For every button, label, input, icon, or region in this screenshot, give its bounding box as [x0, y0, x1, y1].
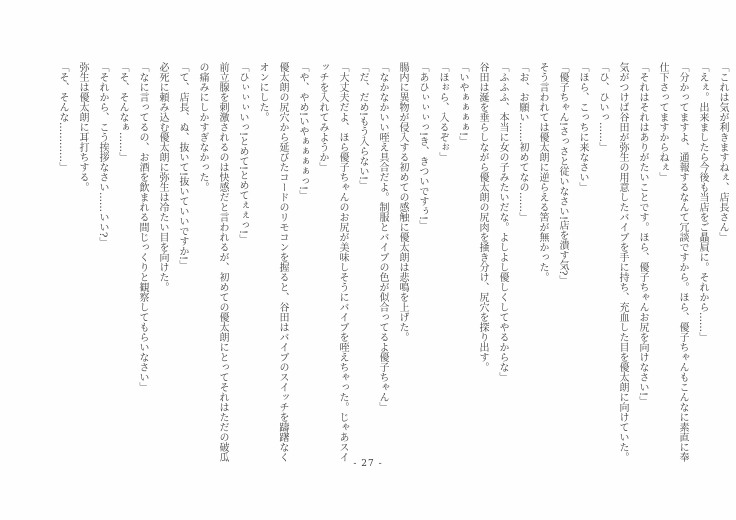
- text-line: 優太朗の尻穴から延びたコードのリモコンを握ると、谷田はバイブのスイッチを躊躇なくオンにした。: [257, 62, 288, 462]
- text-line: 「いやぁぁぁぁ!」: [457, 62, 468, 147]
- text-line: 「ふふふ、本当に女の子みたいだな。よしよし優しくしてやるからな」: [497, 62, 508, 382]
- text-line: 谷田は涎を垂らしながら優太朗の尻肉を掻き分け、尻穴を探り出す。: [477, 62, 488, 372]
- text-line: 「だ、だめ!もう入らない!」: [357, 62, 368, 191]
- text-line: 「ひ、ひいっ……」: [597, 62, 608, 152]
- text-line: 「ほら、こっちに来なさい」: [577, 62, 588, 192]
- text-line: 「優子ちゃん!さっさと従いなさい!店を潰す気?」: [557, 62, 568, 286]
- text-line: 「て、店長、ぬ、抜いて!抜いていいですか!」: [177, 62, 188, 271]
- text-line: 「これは気が利きますねぇ、店長さん」: [717, 62, 728, 242]
- text-line: 「や、やめ!いやぁぁぁぁっ!」: [297, 62, 308, 201]
- text-line: 「分かってますよ、通報するなんて冗談ですから。ほら、優子ちゃんもこんなに素直に奉仕下さってますからねぇ」: [657, 62, 688, 462]
- text-line: 「ほぉら、入るぞぉ」: [437, 62, 448, 162]
- text-line: 必死に頼み込む優太朗に弥生は冷たい目を向けた。: [157, 62, 168, 292]
- text-line: 弥生は優太朗に耳打ちする。: [77, 62, 88, 192]
- text-line: 「なかなかいい咥え具合だよ。制服とバイブの色が似合ってるよ優子ちゃん」: [377, 62, 388, 412]
- text-line: 「なに言ってるの、お酒を飲まれる間じっくりと観察してもらいなさい」: [137, 62, 148, 392]
- text-line: 「それはそれはありがたいことです。ほら、優子ちゃんお尻を向けなさい!」: [637, 62, 648, 407]
- text-line: 「そ、そんな…………」: [57, 62, 68, 172]
- text-line: 「そ、そんなぁ……」: [117, 62, 128, 162]
- vertical-text-block: [52, 62, 732, 462]
- text-line: 「それから、こう挨拶なさい……いい?」: [97, 62, 108, 248]
- text-line: 腸内に異物が侵入する初めての感触に優太朗は悲鳴を上げた。: [397, 62, 408, 342]
- text-line: 「お、お願い……初めてなの……」: [517, 62, 528, 222]
- page-number: - 27 -: [353, 459, 383, 469]
- text-line: 前立腺を刺激されるのは快感だと言われるが、初めての優太朗にとってそれはただの破瓜の痛みにしかすぎなかった。: [197, 62, 228, 462]
- text-line: 「えぇ。出来ましたら今後も当店をご贔屓に。それから……」: [697, 62, 708, 342]
- text-line: そう言われては優太朗に逆らえる筈が無かった。: [537, 62, 548, 282]
- text-line: 気がつけば谷田が弥生の用意したバイブを手に持ち、充血した目を優太朗に向けていた。: [617, 62, 628, 462]
- text-line: 「大丈夫だよ、ほら優子ちゃんのお尻が美味しそうにバイブを咥えちゃった。じゃあスイッチを入れてみようか」: [317, 62, 348, 462]
- text-line: 「あひぃぃぃっ!き、きついですぅ!」: [417, 62, 428, 231]
- text-line: 「ひぃぃぃいっ!とめて!とめてぇぇっ!」: [237, 62, 248, 245]
